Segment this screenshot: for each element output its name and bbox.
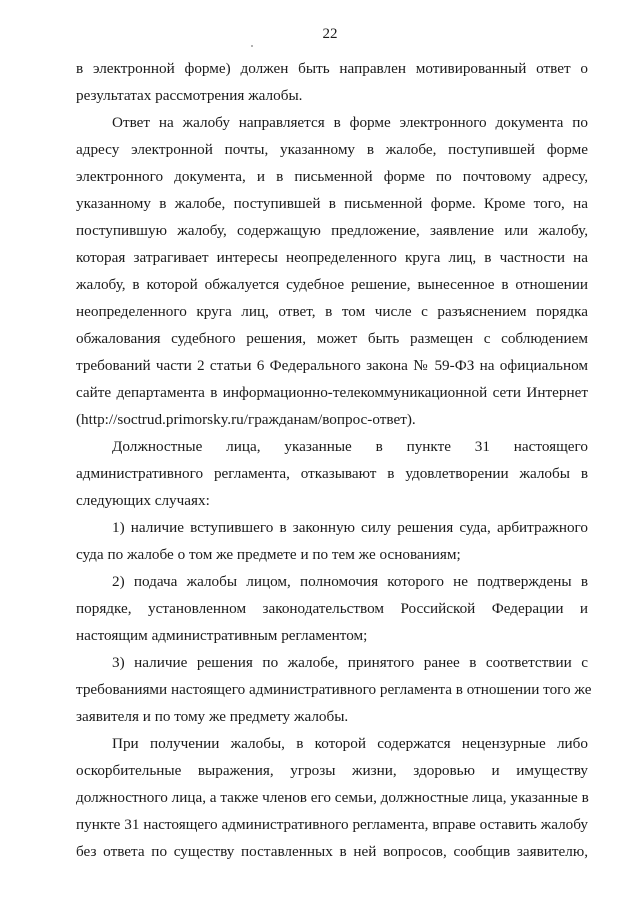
text-line: административного регламента, отказывают в удовлетворении жалобы в bbox=[76, 465, 588, 482]
text-line: без ответа по существу поставленных в ней вопросов, сообщив заявителю, bbox=[76, 843, 588, 860]
text-line: требований части 2 статьи 6 Федерального закона № 59-ФЗ на официальном bbox=[76, 357, 588, 374]
text-line: оскорбительные выражения, угрозы жизни, здоровью и имуществу bbox=[76, 762, 588, 779]
text-line: неопределенного круга лиц, ответ, в том числе с разъяснением порядка bbox=[76, 303, 588, 320]
page-number: 22 bbox=[322, 26, 338, 42]
text-line: электронного документа, и в письменной форме по почтовому адресу, bbox=[76, 168, 588, 185]
scan-speck bbox=[251, 45, 253, 47]
text-line: сайте департамента в информационно-телекоммуникационной сети Интернет bbox=[76, 384, 588, 401]
text-line: пункте 31 настоящего административного регламента, вправе оставить жалобу bbox=[76, 816, 588, 833]
text-line: Должностные лица, указанные в пункте 31 настоящего bbox=[112, 438, 588, 455]
text-line: жалобу, в которой обжалуется судебное решение, вынесенное в отношении bbox=[76, 276, 588, 293]
text-line: При получении жалобы, в которой содержатся нецензурные либо bbox=[112, 735, 588, 752]
text-line: 2) подача жалобы лицом, полномочия которого не подтверждены в bbox=[112, 573, 588, 590]
text-line: которая затрагивает интересы неопределенного круга лиц, в частности на bbox=[76, 249, 588, 266]
text-line: (http://soctrud.primorsky.ru/гражданам/вопрос-ответ). bbox=[76, 411, 416, 428]
text-line: 3) наличие решения по жалобе, принятого ранее в соответствии с bbox=[112, 654, 588, 671]
text-line: порядке, установленном законодательством Российской Федерации и bbox=[76, 600, 588, 617]
text-line: адресу электронной почты, указанному в жалобе, поступившей форме bbox=[76, 141, 588, 158]
text-line: обжалования судебного решения, может быть размещен с соблюдением bbox=[76, 330, 588, 347]
text-line: настоящим административным регламентом; bbox=[76, 627, 368, 644]
text-line: Ответ на жалобу направляется в форме электронного документа по bbox=[112, 114, 588, 131]
text-line: поступившую жалобу, содержащую предложение, заявление или жалобу, bbox=[76, 222, 588, 239]
text-line: суда по жалобе о том же предмете и по тем же основаниям; bbox=[76, 546, 461, 563]
body-text bbox=[76, 55, 592, 865]
text-line: результатах рассмотрения жалобы. bbox=[76, 87, 303, 104]
text-line: 1) наличие вступившего в законную силу решения суда, арбитражного bbox=[112, 519, 588, 536]
text-line: заявителя и по тому же предмету жалобы. bbox=[76, 708, 349, 725]
text-line: в электронной форме) должен быть направлен мотивированный ответ о bbox=[76, 60, 588, 77]
text-line: должностного лица, а также членов его семьи, должностные лица, указанные в bbox=[76, 789, 589, 806]
text-line: указанному в жалобе, поступившей в письменной форме. Кроме того, на bbox=[76, 195, 588, 212]
text-line: требованиями настоящего административного регламента в отношении того же bbox=[76, 681, 592, 698]
text-line: следующих случаях: bbox=[76, 492, 210, 509]
